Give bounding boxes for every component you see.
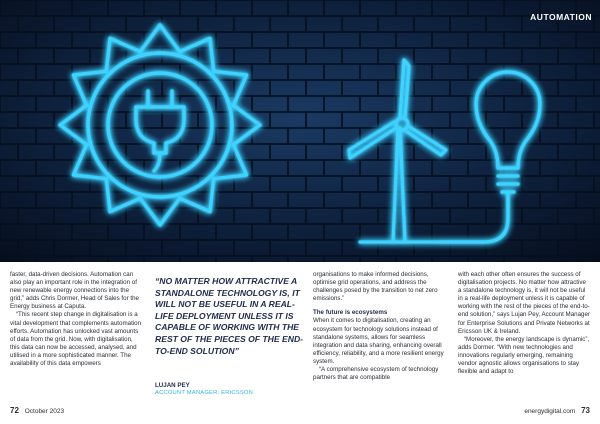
site-url: energydigital.com: [524, 408, 576, 415]
pull-quote-title: ACCOUNT MANAGER, ERICSSON: [155, 390, 253, 396]
page-number: 73: [581, 406, 590, 415]
body-column-3: [313, 271, 451, 382]
subhead: The future is ecosystems: [313, 309, 388, 317]
paragraph: faster, data-driven decisions. Automation can also play an important role in the integration of new renewable energy connections into the grid,” adds Chris Dormer, Head of Sales for the Energy business at Caputa.: [10, 271, 139, 311]
paragraph: with each other often ensures the success of digitalisation projects. No matter how attractive a standalone technology is, it will not be useful in a real-life deployment unless it is capable of working with the rest of the pieces of the end-to-end solution,” says Lujan Pey, Account Manager for Enterprise Solutions and Private Networks at Ericsson UK & Ireland.: [458, 271, 590, 335]
page-number: 72: [10, 406, 19, 415]
pull-quote-name: LUJAN PEY: [155, 382, 190, 389]
paragraph: “A comprehensive ecosystem of technology partners that are compatible: [313, 366, 439, 382]
paragraph: “Moreover, the energy landscape is dynamic”, adds Dormer. “With new technologies and innovations regularly emerging, remaining vendor agnostic allows organisations to stay flexible and adapt to: [458, 335, 590, 376]
body-column-1: [10, 271, 142, 368]
pull-quote: “NO MATTER HOW ATTRACTIVE A STANDALONE TECHNOLOGY IS, IT WILL NOT BE USEFUL IN A REAL-LIFE DEPLOYMENT UNLESS IT IS CAPABLE OF WORKING WITH THE REST OF THE PIECES OF THE END-TO-END SOLUTION”: [155, 276, 304, 356]
issue-date: October 2023: [24, 408, 65, 415]
footer-right: [524, 406, 590, 415]
paragraph: “This recent step change in digitalisation is a vital development that complements automation efforts. Automation has unlocked vast amounts of data from the grid. Now, with digitalisation, this data can now be accessed, analysed, and utilised in a more sophisticated manner. The availability of this data empowers: [10, 311, 142, 368]
footer-left: [10, 406, 64, 415]
body-column-4: [458, 271, 590, 376]
paragraph: organisations to make informed decisions, optimise grid operations, and address the challenges posed by the transition to net zero emissions.”: [313, 271, 438, 303]
paragraph: When it comes to digitalisation, creating an ecosystem for technology solutions instead of standalone systems, allows for seamless integration and data sharing, enhancing overall efficiency, reliability, and a more resilient energy system.: [313, 317, 444, 365]
section-tag: AUTOMATION: [530, 12, 592, 22]
